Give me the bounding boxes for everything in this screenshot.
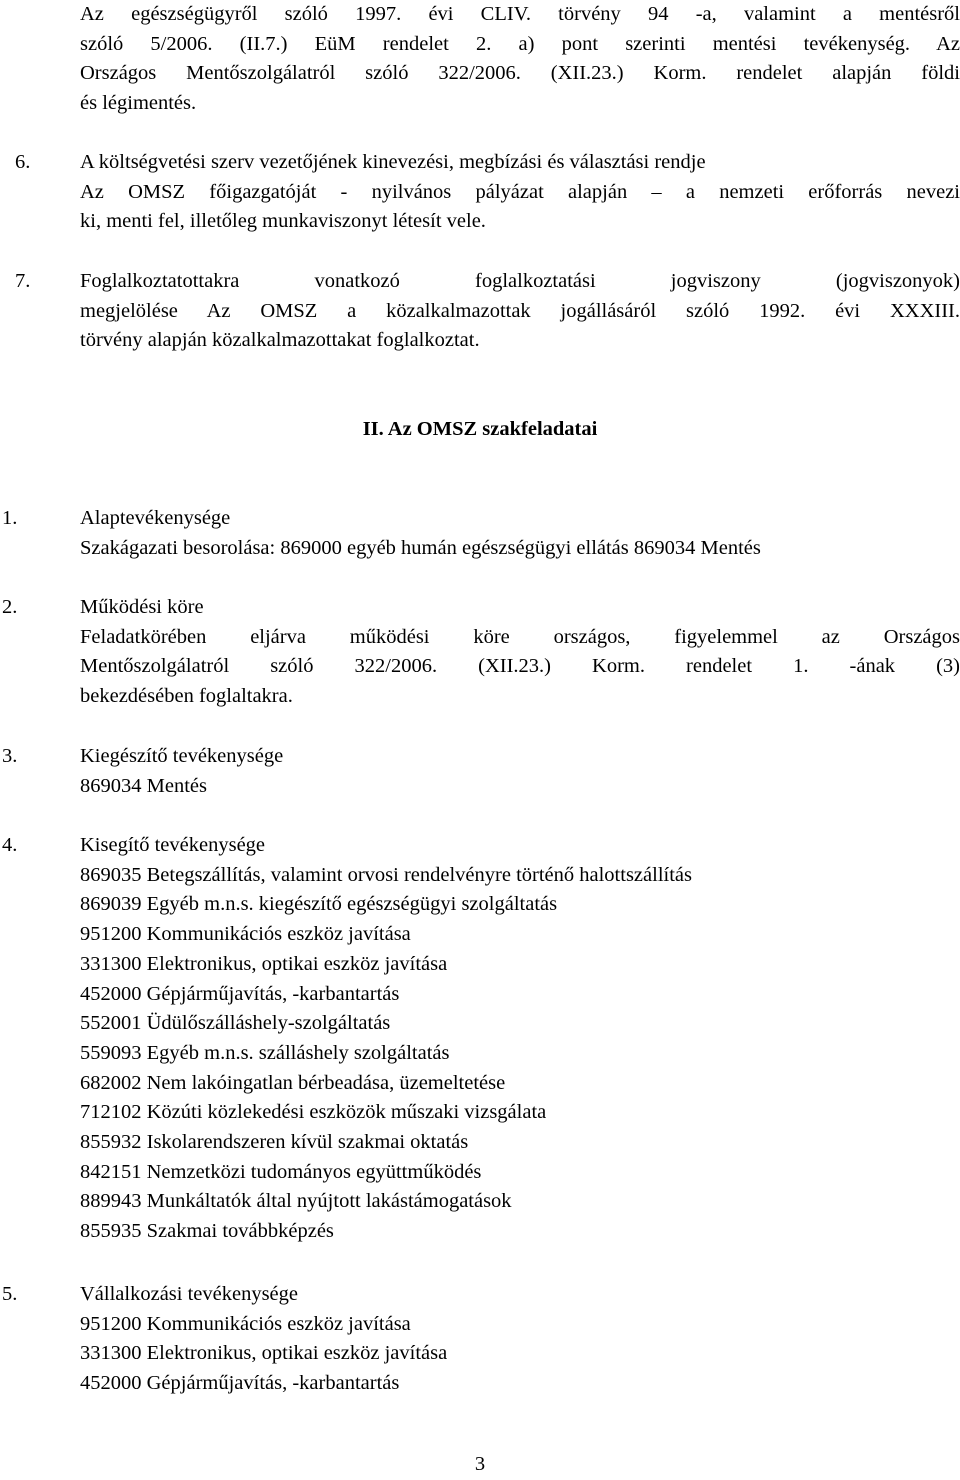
item-2-line: Mentőszolgálatról szóló 322/2006. (XII.23.) Korm. rendelet 1. -ának (3) bbox=[80, 655, 960, 678]
section-6-heading: A költségvetési szerv vezetőjének kinevezési, megbízási és választási rendje bbox=[80, 151, 706, 173]
item-2-line: Feladatkörében eljárva működési köre országos, figyelemmel az Országos bbox=[80, 625, 960, 648]
item-2 bbox=[80, 593, 960, 712]
item-2-number: 2. bbox=[2, 596, 18, 618]
item-3-heading: Kiegészítő tevékenysége bbox=[80, 745, 284, 767]
intro-line: szóló 5/2006. (II.7.) EüM rendelet 2. a) pont szerinti mentési tevékenység. Az bbox=[80, 32, 960, 55]
item-5 bbox=[80, 1280, 960, 1399]
list-item: 452000 Gépjárműjavítás, -karbantartás bbox=[80, 1372, 400, 1395]
intro-line: Az egészségügyről szóló 1997. évi CLIV. törvény 94 -a, valamint a mentésről bbox=[80, 3, 960, 25]
item-3-number: 3. bbox=[2, 745, 18, 767]
item-3-line: 869034 Mentés bbox=[80, 774, 207, 797]
list-item: 869039 Egyéb m.n.s. kiegészítő egészségügyi szolgáltatás bbox=[80, 893, 558, 916]
item-4-heading: Kisegítő tevékenysége bbox=[80, 834, 266, 856]
list-item: 682002 Nem lakóingatlan bérbeadása, üzemeltetése bbox=[80, 1071, 506, 1094]
page-number: 3 bbox=[474, 1453, 486, 1475]
item-1 bbox=[80, 504, 960, 563]
item-5-number: 5. bbox=[2, 1283, 18, 1305]
section-6-line: Az OMSZ főigazgatóját - nyilvános pályázat alapján – a nemzeti erőforrás nevezi bbox=[80, 180, 960, 203]
list-item: 951200 Kommunikációs eszköz javítása bbox=[80, 923, 411, 946]
item-2-heading: Működési köre bbox=[80, 596, 204, 618]
item-3 bbox=[80, 742, 960, 801]
list-item: 712102 Közúti közlekedési eszközök műszaki vizsgálata bbox=[80, 1101, 547, 1124]
section-7-line: megjelölése Az OMSZ a közalkalmazottak jogállásáról szóló 1992. évi XXXIII. bbox=[80, 299, 960, 322]
list-item: 855932 Iskolarendszeren kívül szakmai oktatás bbox=[80, 1131, 469, 1154]
list-item: 869035 Betegszállítás, valamint orvosi rendelvényre történő halottszállítás bbox=[80, 863, 692, 886]
list-item: 559093 Egyéb m.n.s. szálláshely szolgáltatás bbox=[80, 1041, 450, 1064]
item-1-heading: Alaptevékenysége bbox=[80, 507, 231, 529]
list-item: 552001 Üdülőszálláshely-szolgáltatás bbox=[80, 1012, 391, 1035]
chapter-title: II. Az OMSZ szakfeladatai bbox=[362, 418, 598, 440]
item-5-heading: Vállalkozási tevékenysége bbox=[80, 1283, 299, 1305]
section-7 bbox=[80, 267, 960, 356]
list-item: 331300 Elektronikus, optikai eszköz javítása bbox=[80, 952, 448, 975]
section-6 bbox=[80, 148, 960, 237]
list-item: 951200 Kommunikációs eszköz javítása bbox=[80, 1312, 411, 1335]
list-item: 842151 Nemzetközi tudományos együttműködés bbox=[80, 1160, 482, 1183]
intro-line: Országos Mentőszolgálatról szóló 322/2006. (XII.23.) Korm. rendelet alapján földi bbox=[80, 62, 960, 85]
section-7-line: törvény alapján közalkalmazottakat foglalkoztat. bbox=[80, 329, 480, 352]
list-item: 331300 Elektronikus, optikai eszköz javítása bbox=[80, 1342, 448, 1365]
section-7-number: 7. bbox=[15, 270, 31, 292]
section-7-line: Foglalkoztatottakra vonatkozó foglalkoztatási jogviszony (jogviszonyok) bbox=[80, 270, 960, 292]
list-item: 889943 Munkáltatók által nyújtott lakástámogatások bbox=[80, 1190, 512, 1213]
intro-paragraph bbox=[80, 0, 960, 119]
section-6-line: ki, menti fel, illetőleg munkaviszonyt létesít vele. bbox=[80, 210, 486, 233]
item-4-number: 4. bbox=[2, 834, 18, 856]
item-4 bbox=[80, 831, 960, 1247]
item-1-number: 1. bbox=[2, 507, 18, 529]
list-item: 855935 Szakmai továbbképzés bbox=[80, 1220, 334, 1243]
item-2-line: bekezdésében foglaltakra. bbox=[80, 685, 293, 708]
intro-line: és légimentés. bbox=[80, 92, 197, 115]
section-6-number: 6. bbox=[15, 151, 31, 173]
item-1-line: Szakágazati besorolása: 869000 egyéb humán egészségügyi ellátás 869034 Mentés bbox=[80, 536, 761, 559]
list-item: 452000 Gépjárműjavítás, -karbantartás bbox=[80, 982, 400, 1005]
